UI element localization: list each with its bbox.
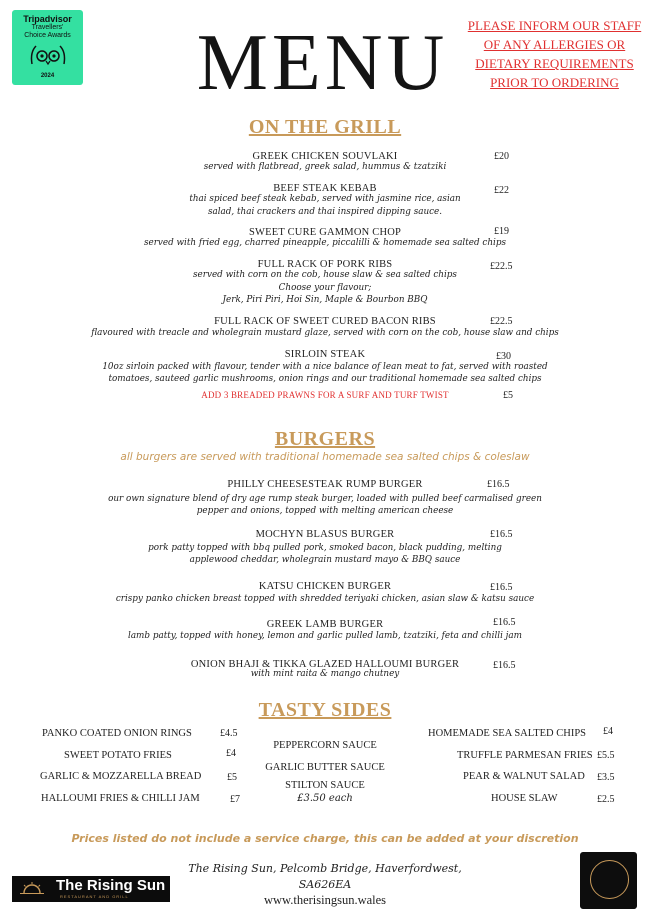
side-item-price: £3.5 (597, 772, 615, 783)
sides-heading: TASTY SIDES (258, 699, 392, 721)
service-charge-note: Prices listed do not include a service charge, this can be added at your discretion (71, 832, 579, 845)
side-item-price: £7 (230, 794, 240, 805)
menu-item-price: £22 (494, 185, 509, 196)
menu-item-name: GREEK LAMB BURGER (266, 619, 384, 630)
seal-ring (590, 860, 629, 899)
menu-item-price: £19 (494, 226, 509, 237)
side-item-price: £5.5 (597, 750, 615, 761)
menu-item-desc: with mint raita & mango chutney (250, 669, 400, 679)
menu-item-price: £16.5 (487, 479, 510, 490)
menu-item-price: £16.5 (490, 582, 513, 593)
menu-item-desc: tomatoes, sauteed garlic mushrooms, onion rings and our traditional homemade sea salted chips (108, 374, 542, 384)
logo-subtitle: RESTAURANT AND GRILL (60, 894, 129, 899)
menu-item-desc: pepper and onions, topped with melting american cheese (196, 506, 454, 516)
menu-item-desc: served with flatbread, greek salad, hummus & tzatziki (203, 162, 447, 172)
allergy-line: OF ANY ALLERGIES OR (483, 37, 626, 52)
side-item-price: £2.5 (597, 794, 615, 805)
menu-item-desc: applewood cheddar, wholegrain mustard mayo & BBQ sauce (189, 555, 461, 565)
allergy-line: DIETARY REQUIREMENTS (475, 56, 634, 71)
side-item-price: £4 (226, 748, 236, 759)
address-postcode: SA626EA (298, 878, 352, 891)
menu-item-desc: flavoured with treacle and wholegrain mustard glaze, served with corn on the cob, house slaw and chips (91, 328, 559, 338)
side-item-name: PEAR & WALNUT SALAD (463, 771, 585, 782)
owl-laurel-icon (28, 42, 68, 68)
side-item-price: £4 (603, 726, 613, 737)
sauce-item: PEPPERCORN SAUCE (273, 740, 377, 751)
menu-item-name: SWEET CURE GAMMON CHOP (248, 227, 402, 238)
badge-brand: Tripadvisor (23, 14, 72, 24)
menu-item-desc: Jerk, Piri Piri, Hoi Sin, Maple & Bourbon BBQ (222, 295, 428, 305)
menu-item-price: £16.5 (490, 529, 513, 540)
menu-item-desc: 10oz sirloin packed with flavour, tender with a nice balance of lean meat to fat, served with roasted (102, 362, 548, 372)
grill-heading: ON THE GRILL (248, 116, 402, 138)
side-item-name: TRUFFLE PARMESAN FRIES (457, 750, 593, 761)
menu-item-name: PHILLY CHEESESTEAK RUMP BURGER (227, 479, 423, 490)
badge-line2: Choice Awards (24, 32, 71, 39)
menu-item-desc: pork patty topped with bbq pulled pork, smoked bacon, black pudding, melting (148, 543, 502, 553)
sauce-item: STILTON SAUCE (285, 780, 365, 791)
burgers-subheading: all burgers are served with traditional homemade sea salted chips & coleslaw (120, 451, 530, 463)
logo-name: The Rising Sun (56, 877, 166, 894)
sunrise-icon (20, 882, 44, 894)
menu-item-desc: salad, thai crackers and thai inspired dipping sauce. (207, 207, 443, 217)
tripadvisor-badge (12, 10, 83, 85)
menu-item-price: £20 (494, 151, 509, 162)
rising-sun-logo (12, 876, 170, 902)
side-item-price: £4.5 (220, 728, 238, 739)
menu-item-name: BEEF STEAK KEBAB (273, 183, 377, 194)
addon-price: £5 (503, 390, 513, 401)
menu-item-name: ONION BHAJI & TIKKA GLAZED HALLOUMI BURGER (190, 659, 460, 670)
side-item-name: GARLIC & MOZZARELLA BREAD (40, 771, 202, 782)
address-line: The Rising Sun, Pelcomb Bridge, Haverfordwest, (188, 862, 462, 875)
allergy-notice (462, 16, 647, 92)
menu-item-price: £30 (496, 351, 511, 362)
menu-item-desc: thai spiced beef steak kebab, served with jasmine rice, asian (189, 194, 461, 204)
badge-year: 2024 (40, 73, 55, 79)
menu-item-price: £22.5 (490, 316, 513, 327)
menu-item-desc: served with fried egg, charred pineapple, piccalilli & homemade sea salted chips (144, 238, 506, 248)
menu-item-name: FULL RACK OF SWEET CURED BACON RIBS (214, 316, 436, 327)
menu-item-desc: lamb patty, topped with honey, lemon and garlic pulled lamb, tzatziki, feta and chilli jam (128, 631, 522, 641)
burgers-heading: BURGERS (274, 428, 376, 450)
badge-line1: Travellers' (31, 24, 64, 31)
allergy-line: PRIOR TO ORDERING (490, 75, 619, 90)
menu-item-price: £22.5 (490, 261, 513, 272)
allergy-line: PLEASE INFORM OUR STAFF (467, 18, 642, 33)
side-item-name: PANKO COATED ONION RINGS (42, 728, 192, 739)
side-item-price: £5 (227, 772, 237, 783)
menu-item-price: £16.5 (493, 617, 516, 628)
menu-title: MENU (196, 19, 449, 107)
menu-item-desc: crispy panko chicken breast topped with shredded teriyaki chicken, asian slaw & katsu sauce (115, 594, 535, 604)
side-item-name: HALLOUMI FRIES & CHILLI JAM (41, 793, 200, 804)
menu-item-desc: served with corn on the cob, house slaw & sea salted chips (193, 270, 457, 280)
menu-item-name: SIRLOIN STEAK (284, 349, 366, 360)
menu-item-name: MOCHYN BLASUS BURGER (255, 529, 395, 540)
surf-turf-addon: ADD 3 BREADED PRAWNS FOR A SURF AND TURF TWIST (201, 390, 449, 400)
side-item-name: SWEET POTATO FRIES (64, 750, 172, 761)
website-link[interactable]: www.therisingsun.wales (263, 893, 387, 907)
menu-item-desc: our own signature blend of dry age rump steak burger, loaded with pulled beef carmalised green (108, 494, 542, 504)
menu-item-name: GREEK CHICKEN SOUVLAKI (252, 151, 398, 162)
side-item-name: HOMEMADE SEA SALTED CHIPS (428, 728, 587, 739)
menu-item-name: KATSU CHICKEN BURGER (258, 581, 392, 592)
menu-item-desc: Choose your flavour; (278, 283, 372, 293)
sauce-price: £3.50 each (297, 793, 353, 804)
side-item-name: HOUSE SLAW (491, 793, 558, 804)
menu-item-price: £16.5 (493, 660, 516, 671)
sauce-item: GARLIC BUTTER SAUCE (265, 762, 385, 773)
menu-item-name: FULL RACK OF PORK RIBS (257, 259, 393, 270)
restaurant-seal (580, 852, 637, 909)
